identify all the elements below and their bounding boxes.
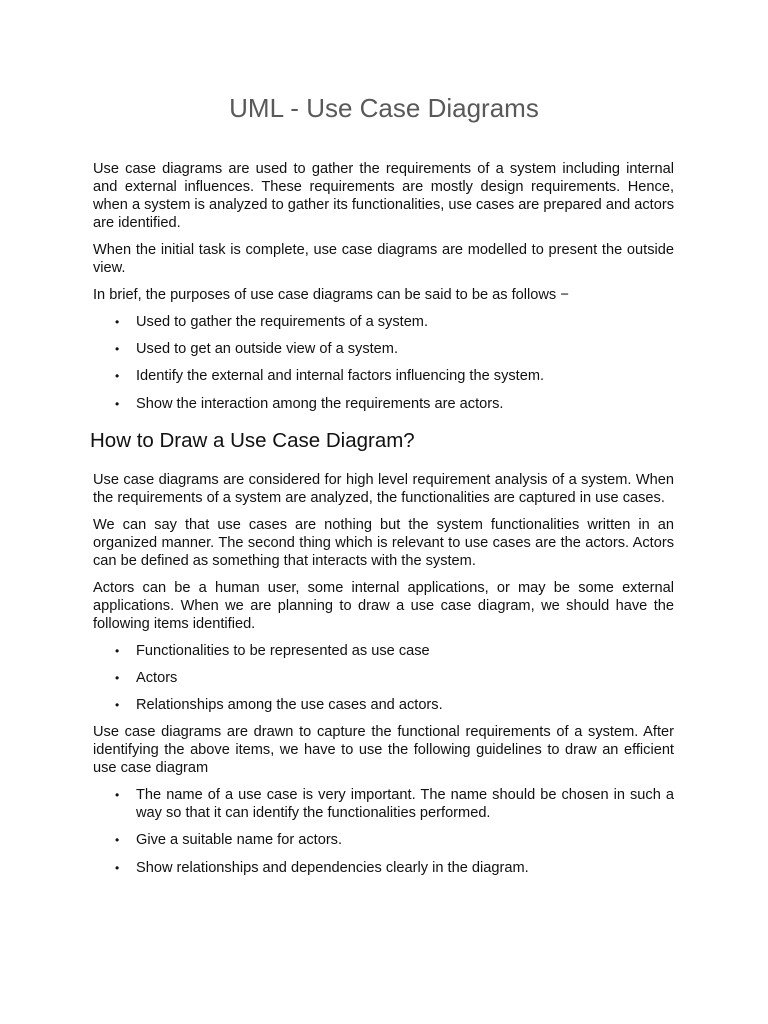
list-item-text: Actors	[136, 669, 178, 686]
document-body	[90, 160, 674, 886]
list-item	[93, 395, 674, 413]
bullet-icon: •	[115, 860, 120, 875]
list-item-text: Used to gather the requirements of a system.	[136, 314, 429, 330]
bullet-icon: •	[115, 369, 120, 384]
list-item	[93, 859, 674, 877]
bullet-icon: •	[115, 833, 120, 848]
bullet-icon: •	[115, 670, 120, 685]
intro-paragraph-1: Use case diagrams are used to gather the requirements of a system including internal and external influences. These requirements are mostly design requirements. Hence, when a system is analyzed to gather its functionalities, use cases are prepared and actors are identified.	[93, 161, 674, 231]
page-title: UML - Use Case Diagrams	[229, 93, 539, 123]
intro-paragraph-3: In brief, the purposes of use case diagrams can be said to be as follows −	[93, 287, 569, 303]
list-item	[93, 313, 674, 331]
guidelines-list	[93, 786, 674, 876]
list-item-text: Show relationships and dependencies clearly in the diagram.	[136, 859, 529, 876]
list-item-text: Identify the external and internal factors influencing the system.	[136, 368, 545, 385]
section-heading: How to Draw a Use Case Diagram?	[90, 428, 415, 452]
list-item	[93, 696, 674, 714]
list-item-text: Show the interaction among the requirements are actors.	[136, 395, 504, 412]
list-item	[93, 340, 674, 358]
section-paragraph-4: Use case diagrams are drawn to capture the functional requirements of a system. After identifying the above items, we have to use the following guidelines to draw an efficient use case diagram	[93, 724, 674, 777]
list-item	[93, 831, 674, 849]
bullet-icon: •	[115, 788, 120, 803]
section-paragraph-1: Use case diagrams are considered for high level requirement analysis of a system. When the requirements of a system are analyzed, the functionalities are captured in use cases.	[93, 471, 674, 506]
list-item	[93, 642, 674, 660]
list-item-text: Relationships among the use cases and actors.	[136, 696, 443, 713]
purposes-list	[93, 313, 674, 413]
bullet-icon: •	[115, 396, 120, 411]
intro-paragraph-2: When the initial task is complete, use case diagrams are modelled to present the outside view.	[93, 242, 674, 276]
list-item-text: Used to get an outside view of a system.	[136, 341, 399, 358]
section-paragraph-3: Actors can be a human user, some internal applications, or may be some external applications. When we are planning to draw a use case diagram, we should have the following items identified.	[93, 579, 674, 632]
list-item	[93, 367, 674, 385]
list-item-text: Functionalities to be represented as use case	[136, 642, 430, 659]
list-item	[93, 669, 674, 687]
items-list	[93, 642, 674, 714]
list-item	[93, 786, 674, 822]
bullet-icon: •	[115, 342, 120, 357]
bullet-icon: •	[115, 697, 120, 712]
section-paragraph-2: We can say that use cases are nothing but the system functionalities written in an organized manner. The second thing which is relevant to use cases are the actors. Actors can be defined as something that interacts with the system.	[93, 516, 674, 569]
list-item-text: Give a suitable name for actors.	[136, 832, 343, 849]
bullet-icon: •	[115, 643, 120, 658]
list-item-text: The name of a use case is very important. The name should be chosen in such a way so that it can identify the functionalities performed.	[136, 787, 674, 822]
bullet-icon: •	[115, 315, 120, 329]
